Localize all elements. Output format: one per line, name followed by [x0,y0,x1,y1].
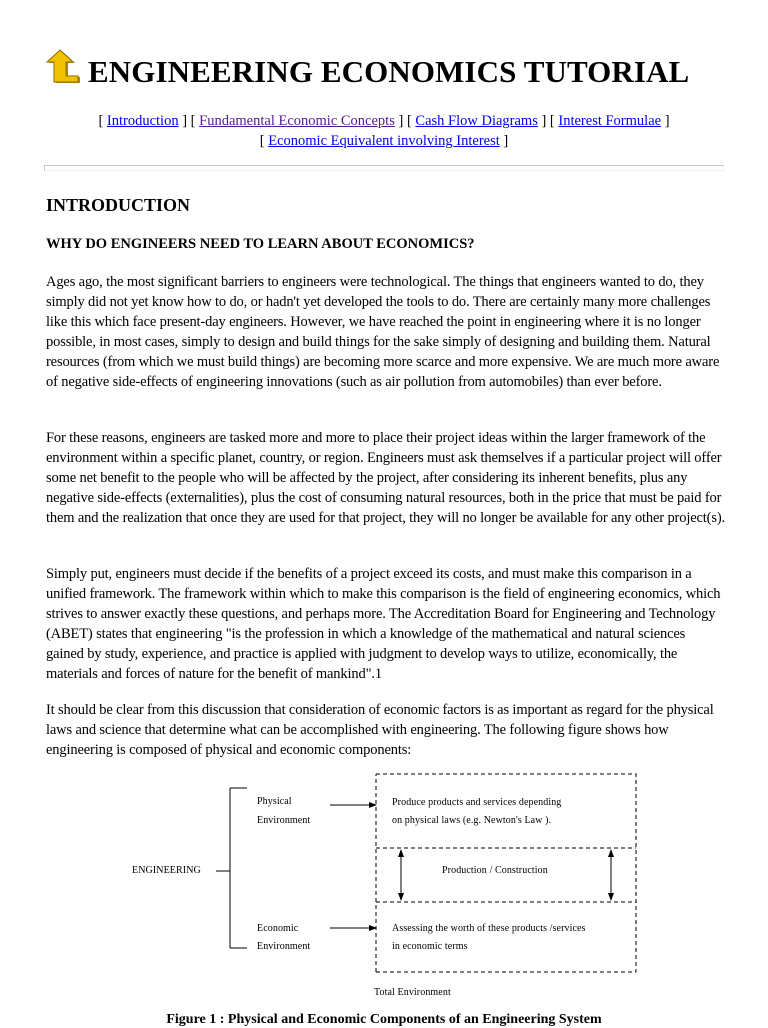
engineering-components-figure [120,768,640,1000]
paragraph-2: For these reasons, engineers are tasked more and more to place their project ideas within the larger framework of the environment within a specific planet, country, or region. Engineers must ask themselves if a particular project will offer some net benefit to the people who will be affected by the project, after considering its inherent benefits, plus any negative side-effects (externalities), plus the cost of consuming natural resources, both in the price that must be paid for them and the realization that once they are used for that project, they will no longer be available for any other project(s). [46,430,725,526]
figure-label-economic-environment: Environment [257,941,311,952]
figure-label-assess-1: Assessing the worth of these products /services [392,923,586,934]
header [46,46,746,96]
nav-link-introduction[interactable]: Introduction [106,113,179,129]
figure-label-production: Production / Construction [442,865,548,876]
nav-line-1: [ Introduction ] [ Fundamental Economic Concepts ] [ Cash Flow Diagrams ] [ Interest Formulae ] [98,113,670,129]
nav-link-fundamental-concepts[interactable]: Fundamental Economic Concepts [199,113,395,129]
paragraph-3: Simply put, engineers must decide if the benefits of a project exceed its costs, and must make this comparison in a unified framework. The framework within which to make this comparison is the field of engineering economics, which strives to answer exactly these questions, and perhaps more. The Accreditation Board for Engineering and Technology (ABET) states that engineering "is the profession in which a knowledge of the mathematical and natural sciences gained by study, experience, and practice is applied with judgment to develop ways to utilize, economically, the materials and forces of nature for the benefit of mankind".1 [46,566,721,682]
horizontal-rule [44,165,724,171]
figure-label-produce-1: Produce products and services depending [392,797,562,808]
figure-label-engineering: ENGINEERING [132,865,201,876]
nav-link-interest-formulae[interactable]: Interest Formulae [558,113,662,129]
figure-diagram [120,768,640,1000]
figure-label-total-environment: Total Environment [374,987,451,998]
figure-label-assess-2: in economic terms [392,941,468,952]
nav-line-2: [ Economic Equivalent involving Interest ] [259,133,509,149]
figure-label-produce-2: on physical laws (e.g. Newton's Law ). [392,815,552,826]
up-arrow-icon[interactable] [46,48,82,84]
subsection-title: WHY DO ENGINEERS NEED TO LEARN ABOUT ECONOMICS? [46,236,475,252]
nav-link-cash-flow-diagrams[interactable]: Cash Flow Diagrams [415,113,538,129]
figure-label-physical-environment: Environment [257,815,311,826]
paragraph-4: It should be clear from this discussion that consideration of economic factors is as important as regard for the physical laws and science that determine what can be accomplished with engineering. The following figure shows how engineering is composed of physical and economic components: [46,702,714,758]
figure-label-economic: Economic [257,923,299,934]
page-title: ENGINEERING ECONOMICS TUTORIAL [88,54,690,89]
nav-link-economic-equivalent[interactable]: Economic Equivalent involving Interest [268,133,500,149]
section-title: INTRODUCTION [46,195,191,215]
figure-caption: Figure 1 : Physical and Economic Components of an Engineering System [166,1012,602,1027]
paragraph-1: Ages ago, the most significant barriers to engineers were technological. The things that engineers wanted to do, they simply did not yet know how to do, or hadn't yet developed the tools to do. There are certainly many more challenges like this which face present-day engineers. However, we have reached the point in engineering where it is no longer possible, in most cases, simply to design and build things for the sake simply of designing and building them. Natural resources (from which we must build things) are becoming more scarce and more expensive. We are much more aware of negative side-effects of engineering innovations (such as air pollution from automobiles) than ever before. [46,274,720,390]
figure-label-physical: Physical [257,796,292,807]
